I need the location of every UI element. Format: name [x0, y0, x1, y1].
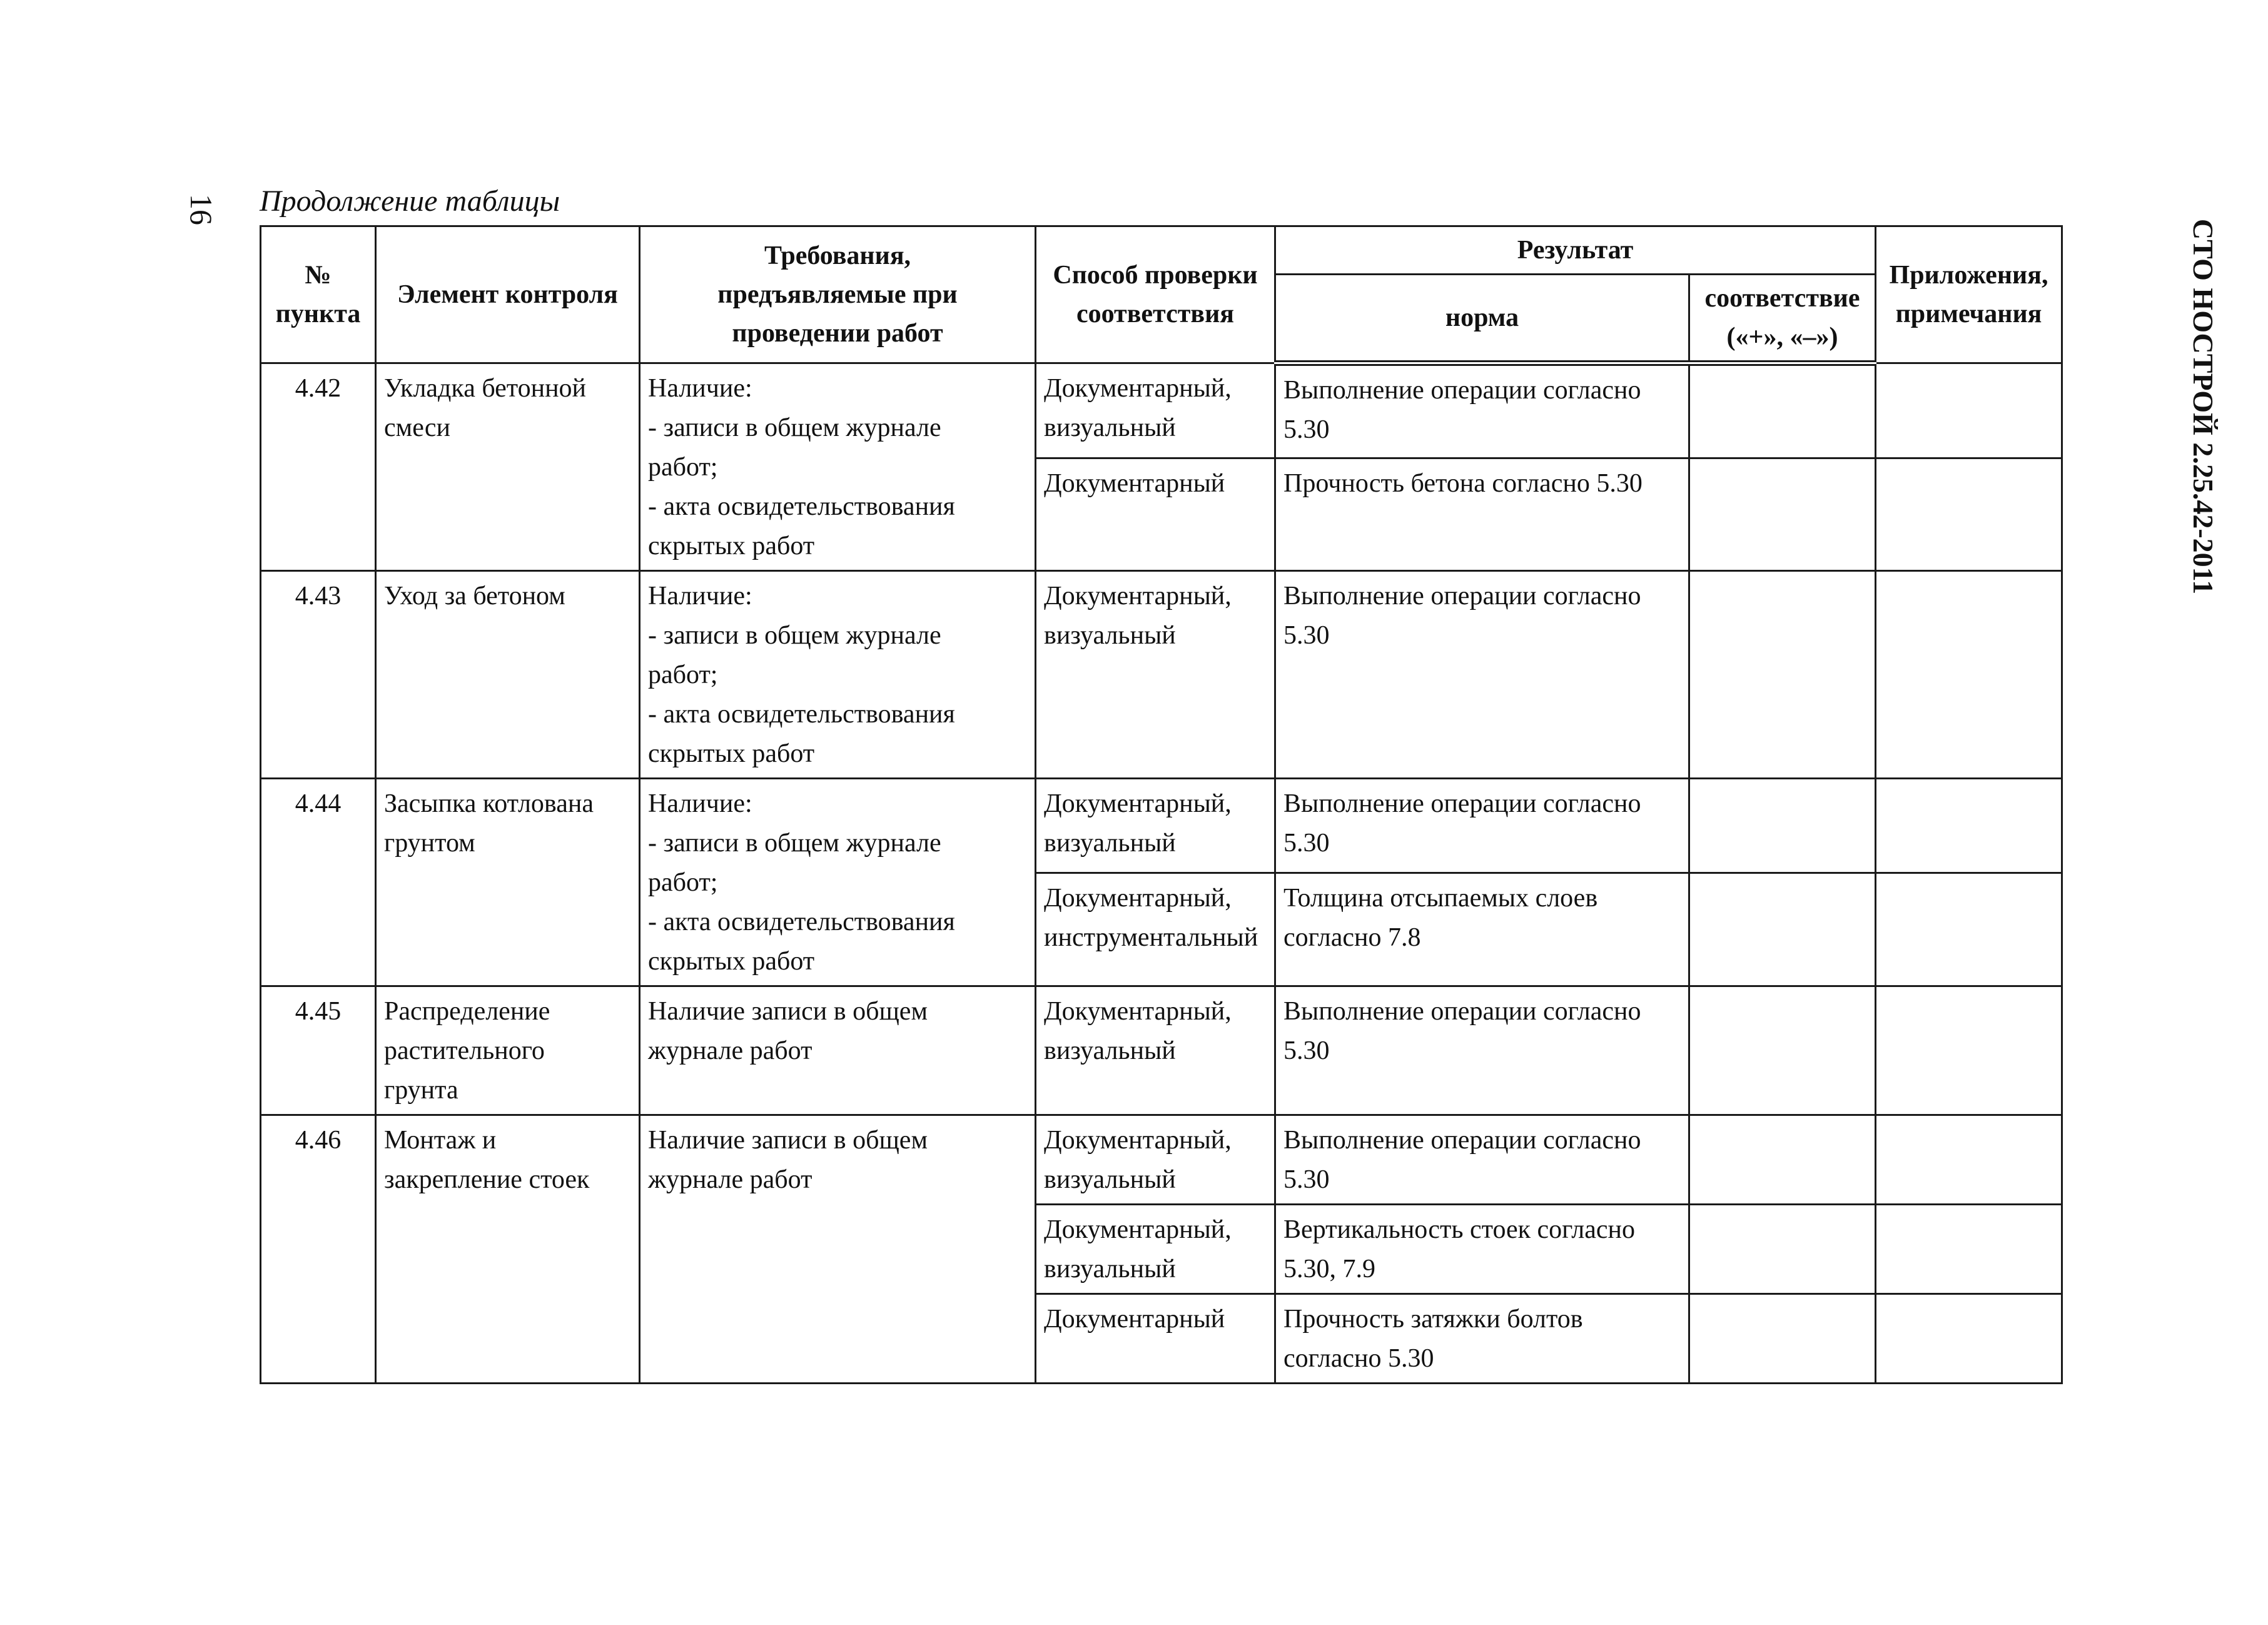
row-norm: Прочность бетона согласно 5.30	[1275, 458, 1689, 571]
row-norm: Выполнение операции согласно 5.30	[1275, 571, 1689, 779]
row-notes	[1876, 1115, 2062, 1205]
row-method: Документарный, визуальный	[1036, 779, 1275, 873]
header-requirements: Требования, предъявляемые при проведении работ	[640, 226, 1036, 363]
table-row	[261, 986, 2062, 1115]
row-element: Уход за бетоном	[376, 571, 640, 779]
row-compliance	[1689, 1115, 1876, 1205]
row-compliance	[1689, 571, 1876, 779]
row-requirements: Наличие: - записи в общем журнале работ; - акта освидетельствования скрытых работ	[640, 779, 1036, 986]
row-compliance	[1689, 1294, 1876, 1384]
row-num: 4.42	[261, 363, 376, 571]
row-requirements: Наличие записи в общем журнале работ	[640, 1115, 1036, 1384]
row-element: Укладка бетонной смеси	[376, 363, 640, 571]
row-norm: Выполнение операции согласно 5.30	[1275, 1115, 1689, 1205]
row-method: Документарный, инструментальный	[1036, 873, 1275, 986]
row-element: Монтаж и закрепление стоек	[376, 1115, 640, 1384]
row-num: 4.44	[261, 779, 376, 986]
row-element: Засыпка котлована грунтом	[376, 779, 640, 986]
row-notes	[1876, 1294, 2062, 1384]
table-row	[261, 571, 2062, 779]
header-compliance: соответствие («+», «–»)	[1689, 275, 1876, 363]
control-table	[260, 225, 2063, 1384]
table-row	[261, 779, 2062, 873]
row-element: Распределение растительного грунта	[376, 986, 640, 1115]
row-requirements: Наличие: - записи в общем журнале работ; - акта освидетельствования скрытых работ	[640, 363, 1036, 571]
row-notes	[1876, 779, 2062, 873]
row-norm: Толщина отсыпаемых слоев согласно 7.8	[1275, 873, 1689, 986]
header-result: Результат	[1275, 226, 1876, 275]
row-notes	[1876, 873, 2062, 986]
header-element: Элемент контроля	[376, 226, 640, 363]
table-row	[261, 1115, 2062, 1205]
row-norm: Выполнение операции согласно 5.30	[1275, 986, 1689, 1115]
row-notes	[1876, 986, 2062, 1115]
row-compliance	[1689, 458, 1876, 571]
row-compliance	[1689, 779, 1876, 873]
row-norm: Вертикальность стоек согласно 5.30, 7.9	[1275, 1205, 1689, 1294]
row-method: Документарный	[1036, 458, 1275, 571]
row-method: Документарный, визуальный	[1036, 986, 1275, 1115]
row-requirements: Наличие записи в общем журнале работ	[640, 986, 1036, 1115]
row-method: Документарный, визуальный	[1036, 363, 1275, 458]
row-method: Документарный, визуальный	[1036, 1115, 1275, 1205]
row-norm: Выполнение операции согласно 5.30	[1275, 363, 1689, 458]
row-notes	[1876, 363, 2062, 458]
row-notes	[1876, 458, 2062, 571]
page-number: 16	[184, 194, 219, 225]
row-num: 4.43	[261, 571, 376, 779]
table-caption: Продолжение таблицы	[260, 185, 560, 218]
row-notes	[1876, 1205, 2062, 1294]
header-num: № пункта	[261, 226, 376, 363]
row-method: Документарный	[1036, 1294, 1275, 1384]
row-requirements: Наличие: - записи в общем журнале работ; - акта освидетельствования скрытых работ	[640, 571, 1036, 779]
row-num: 4.45	[261, 986, 376, 1115]
table-row	[261, 363, 2062, 458]
row-compliance	[1689, 986, 1876, 1115]
row-notes	[1876, 571, 2062, 779]
header-norm: норма	[1275, 275, 1689, 363]
row-compliance	[1689, 873, 1876, 986]
row-norm: Выполнение операции согласно 5.30	[1275, 779, 1689, 873]
header-notes: Приложения, примечания	[1876, 226, 2062, 363]
row-num: 4.46	[261, 1115, 376, 1384]
row-method: Документарный, визуальный	[1036, 1205, 1275, 1294]
row-compliance	[1689, 363, 1876, 458]
document-code: СТО НОСТРОЙ 2.25.42-2011	[2187, 218, 2219, 595]
header-method: Способ проверки соответствия	[1036, 226, 1275, 363]
row-compliance	[1689, 1205, 1876, 1294]
row-method: Документарный, визуальный	[1036, 571, 1275, 779]
row-norm: Прочность затяжки болтов согласно 5.30	[1275, 1294, 1689, 1384]
